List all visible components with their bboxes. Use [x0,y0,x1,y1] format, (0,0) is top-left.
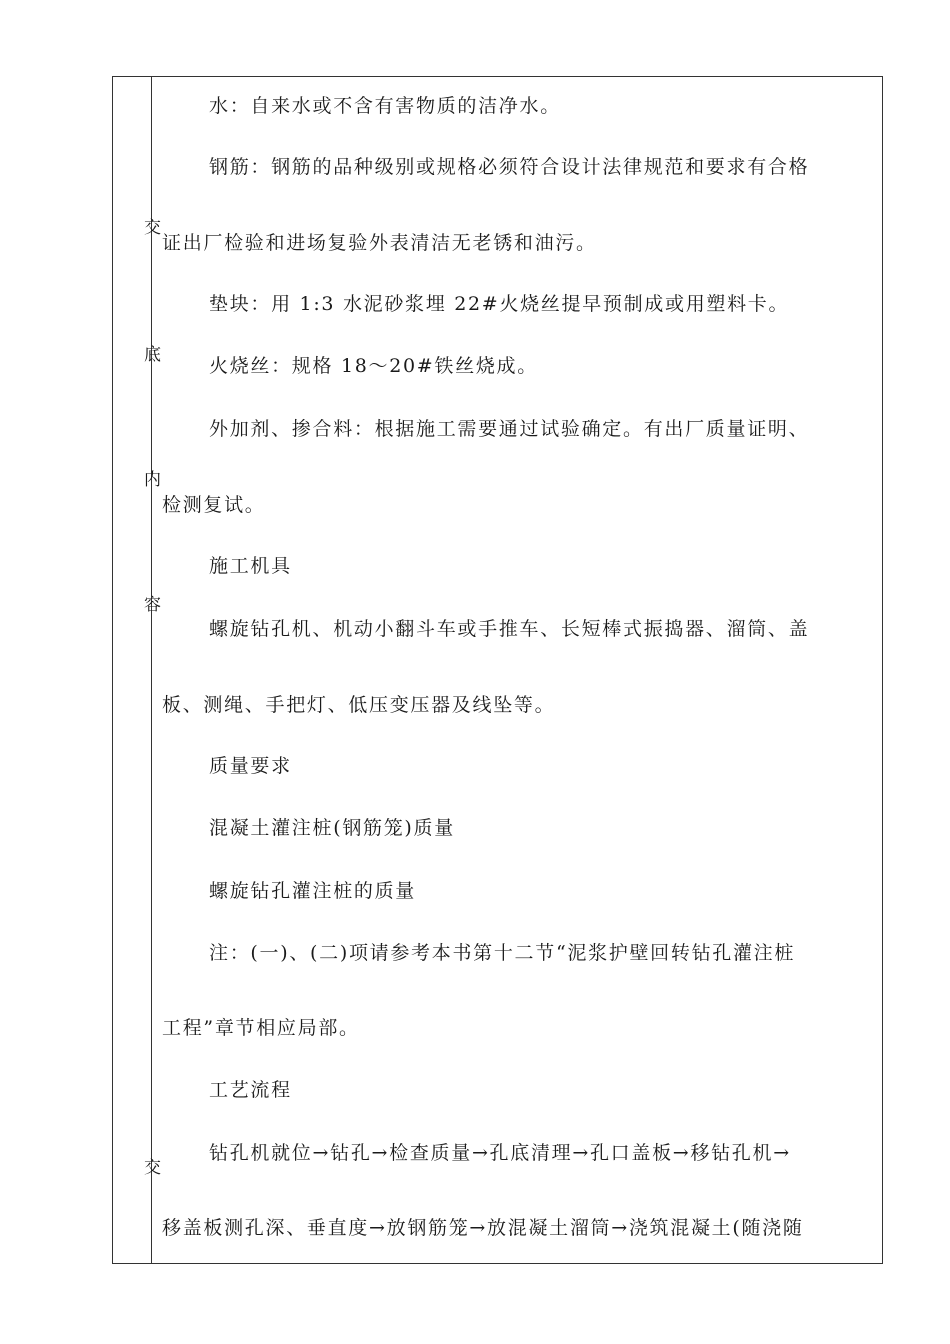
paragraph-line: 外加剂、掺合料：根据施工需要通过试验确定。有出厂质量证明、 [209,418,810,440]
side-label-char: 底 [144,345,161,365]
paragraph-line: 螺旋钻孔机、机动小翻斗车或手推车、长短棒式振捣器、溜筒、盖 [209,618,810,640]
side-label-char: 交 [144,1158,161,1178]
paragraph-line: 注：(一)、(二)项请参考本书第十二节“泥浆护壁回转钻孔灌注桩 [209,942,796,964]
paragraph-line: 水：自来水或不含有害物质的洁净水。 [209,95,561,117]
paragraph-line: 检测复试。 [162,494,266,516]
side-label-char: 交 [144,218,161,238]
paragraph-line: 垫块：用 1:3 水泥砂浆埋 22#火烧丝提早预制成或用塑料卡。 [209,293,790,315]
section-heading: 质量要求 [209,755,292,777]
paragraph-line: 工程”章节相应局部。 [162,1017,360,1039]
paragraph-line: 螺旋钻孔灌注桩的质量 [209,880,417,902]
section-heading: 工艺流程 [209,1079,292,1101]
paragraph-line: 混凝土灌注桩(钢筋笼)质量 [209,817,455,839]
paragraph-line: 钻孔机就位→钻孔→检查质量→孔底清理→孔口盖板→移钻孔机→ [209,1142,791,1164]
paragraph-line: 移盖板测孔深、垂直度→放钢筋笼→放混凝土溜筒→浇筑混凝土(随浇随 [162,1217,804,1239]
paragraph-line: 证出厂检验和进场复验外表清洁无老锈和油污。 [162,232,597,254]
side-label-char: 容 [144,595,161,615]
paragraph-line: 火烧丝：规格 18～20#铁丝烧成。 [209,355,538,377]
paragraph-line: 板、测绳、手把灯、低压变压器及线坠等。 [162,694,556,716]
paragraph-line: 钢筋：钢筋的品种级别或规格必须符合设计法律规范和要求有合格 [209,156,810,178]
section-heading: 施工机具 [209,555,292,577]
side-label-char: 内 [144,470,161,490]
column-divider [151,76,152,1264]
